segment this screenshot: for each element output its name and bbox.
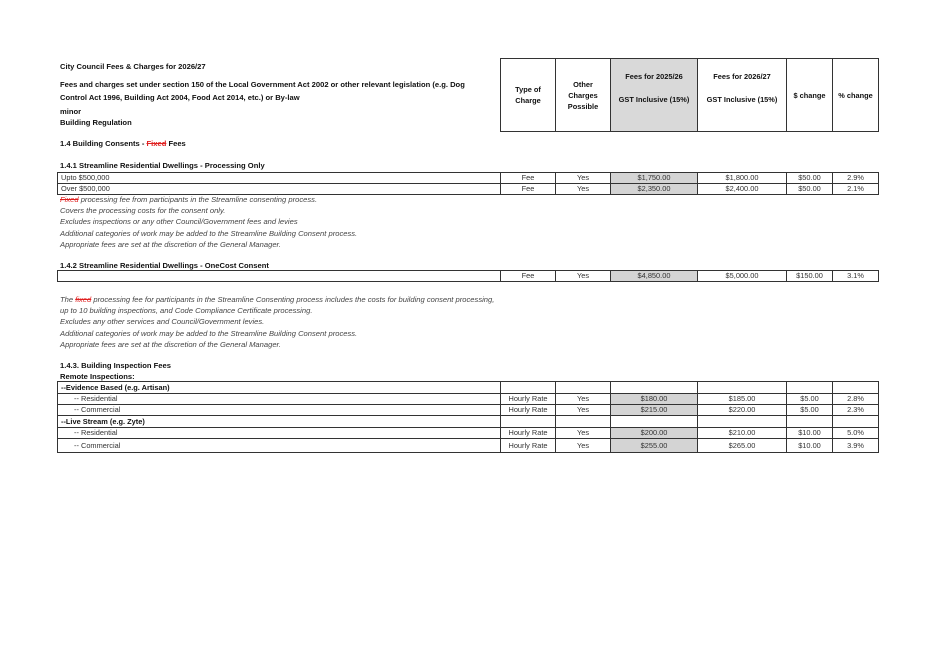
section-1-4-1-heading: 1.4.1 Streamline Residential Dwellings - Processing Only bbox=[60, 161, 265, 170]
table-row bbox=[58, 271, 879, 282]
cell-pchange bbox=[833, 416, 879, 428]
cell-prev: $255.00 bbox=[611, 439, 698, 453]
cell-desc: -- Residential bbox=[58, 428, 501, 439]
cell-new: $185.00 bbox=[698, 394, 787, 405]
cell-type: Hourly Rate bbox=[501, 439, 556, 453]
cell-pchange: 2.9% bbox=[833, 173, 879, 184]
cell-dchange bbox=[787, 416, 833, 428]
column-header-table bbox=[500, 58, 879, 132]
section-1-4-3-heading: 1.4.3. Building Inspection Fees bbox=[60, 361, 171, 370]
cell-pchange: 5.0% bbox=[833, 428, 879, 439]
cell-desc: -- Residential bbox=[58, 394, 501, 405]
cell-new: $265.00 bbox=[698, 439, 787, 453]
cell-pchange: 2.1% bbox=[833, 184, 879, 195]
header-other-charges: Other Charges Possible bbox=[556, 59, 611, 132]
cell-new: $2,400.00 bbox=[698, 184, 787, 195]
section-1-4-heading: 1.4 Building Consents - Fixed Fees bbox=[60, 139, 186, 148]
cell-pchange: 3.9% bbox=[833, 439, 879, 453]
group-row bbox=[58, 382, 879, 394]
cell-desc: -- Commercial bbox=[58, 405, 501, 416]
cell-type: Hourly Rate bbox=[501, 405, 556, 416]
section-1-4-2-notes: The fixed processing fee for participants in the Streamline Consenting process includes the costs for building consent processing, up to 10 building inspections, and Code Compliance Certificate processing. Excludes any other services and Council/Government levies. Additional categories of work may be added to the Streamline Building Consent process. Appropriate fees are set at the discretion of the General Manager. bbox=[60, 295, 495, 349]
document-subtitle: Fees and charges set under section 150 of the Local Government Act 2002 or other relevant legislation (e.g. Dog Control Act 1996, Building Act 2004, Food Act 2014, etc.) or By-law bbox=[60, 80, 465, 102]
cell-pchange: 2.3% bbox=[833, 405, 879, 416]
cell-dchange: $10.00 bbox=[787, 439, 833, 453]
cell-type bbox=[501, 382, 556, 394]
cell-other: Yes bbox=[556, 184, 611, 195]
fee-table-1-4-2 bbox=[57, 270, 879, 282]
group-row bbox=[58, 416, 879, 428]
cell-other: Yes bbox=[556, 173, 611, 184]
header-percent-change: % change bbox=[833, 59, 879, 132]
fee-table-1-4-1 bbox=[57, 172, 879, 195]
cell-desc: --Evidence Based (e.g. Artisan) bbox=[58, 382, 501, 394]
fee-table-1-4-3 bbox=[57, 381, 879, 453]
cell-other: Yes bbox=[556, 405, 611, 416]
document-title: City Council Fees & Charges for 2026/27 bbox=[60, 62, 206, 71]
cell-other: Yes bbox=[556, 439, 611, 453]
table-row bbox=[58, 173, 879, 184]
cell-other: Yes bbox=[556, 271, 611, 282]
table-row bbox=[58, 184, 879, 195]
cell-new: $1,800.00 bbox=[698, 173, 787, 184]
cell-desc: -- Commercial bbox=[58, 439, 501, 453]
table-row bbox=[58, 394, 879, 405]
cell-desc: Upto $500,000 bbox=[58, 173, 501, 184]
activity-label: Building Regulation bbox=[60, 118, 132, 127]
cell-dchange: $50.00 bbox=[787, 173, 833, 184]
table-row bbox=[58, 405, 879, 416]
remote-inspections-label: Remote Inspections: bbox=[60, 372, 135, 381]
cell-pchange bbox=[833, 382, 879, 394]
cell-pchange: 3.1% bbox=[833, 271, 879, 282]
cell-type: Fee bbox=[501, 184, 556, 195]
cell-new: $220.00 bbox=[698, 405, 787, 416]
cell-other bbox=[556, 416, 611, 428]
section-1-4-2-heading: 1.4.2 Streamline Residential Dwellings - OneCost Consent bbox=[60, 261, 269, 270]
header-type-of-charge: Type of Charge bbox=[501, 59, 556, 132]
cell-prev bbox=[611, 382, 698, 394]
cell-other bbox=[556, 382, 611, 394]
header-dollar-change: $ change bbox=[787, 59, 833, 132]
header-fees-2026-27: Fees for 2026/27 GST Inclusive (15%) bbox=[698, 59, 787, 132]
cell-prev: $215.00 bbox=[611, 405, 698, 416]
cell-prev: $1,750.00 bbox=[611, 173, 698, 184]
cell-pchange: 2.8% bbox=[833, 394, 879, 405]
group-label: minor bbox=[60, 107, 82, 116]
cell-desc: --Live Stream (e.g. Zyte) bbox=[58, 416, 501, 428]
cell-new: $5,000.00 bbox=[698, 271, 787, 282]
table-row bbox=[58, 428, 879, 439]
cell-type: Fee bbox=[501, 271, 556, 282]
cell-new: $210.00 bbox=[698, 428, 787, 439]
cell-type bbox=[501, 416, 556, 428]
cell-dchange: $150.00 bbox=[787, 271, 833, 282]
cell-type: Hourly Rate bbox=[501, 428, 556, 439]
cell-type: Fee bbox=[501, 173, 556, 184]
cell-prev: $2,350.00 bbox=[611, 184, 698, 195]
cell-dchange: $5.00 bbox=[787, 394, 833, 405]
cell-desc: Over $500,000 bbox=[58, 184, 501, 195]
cell-other: Yes bbox=[556, 428, 611, 439]
cell-dchange: $5.00 bbox=[787, 405, 833, 416]
header-fees-2025-26: Fees for 2025/26 GST Inclusive (15%) bbox=[611, 59, 698, 132]
cell-dchange: $10.00 bbox=[787, 428, 833, 439]
cell-new bbox=[698, 382, 787, 394]
cell-prev: $200.00 bbox=[611, 428, 698, 439]
cell-prev bbox=[611, 416, 698, 428]
cell-type: Hourly Rate bbox=[501, 394, 556, 405]
section-1-4-1-notes: Fixed processing fee from participants in the Streamline consenting process. Covers the processing costs for the consent only. Excludes inspections or any other Council/Government fees and levies Additional categories of work may be added to the Streamline Building Consent process. Appropriate fees are set at the discretion of the General Manager. bbox=[60, 195, 358, 249]
cell-new bbox=[698, 416, 787, 428]
table-row bbox=[58, 439, 879, 453]
cell-prev: $4,850.00 bbox=[611, 271, 698, 282]
cell-prev: $180.00 bbox=[611, 394, 698, 405]
cell-desc bbox=[58, 271, 501, 282]
cell-other: Yes bbox=[556, 394, 611, 405]
cell-dchange bbox=[787, 382, 833, 394]
cell-dchange: $50.00 bbox=[787, 184, 833, 195]
